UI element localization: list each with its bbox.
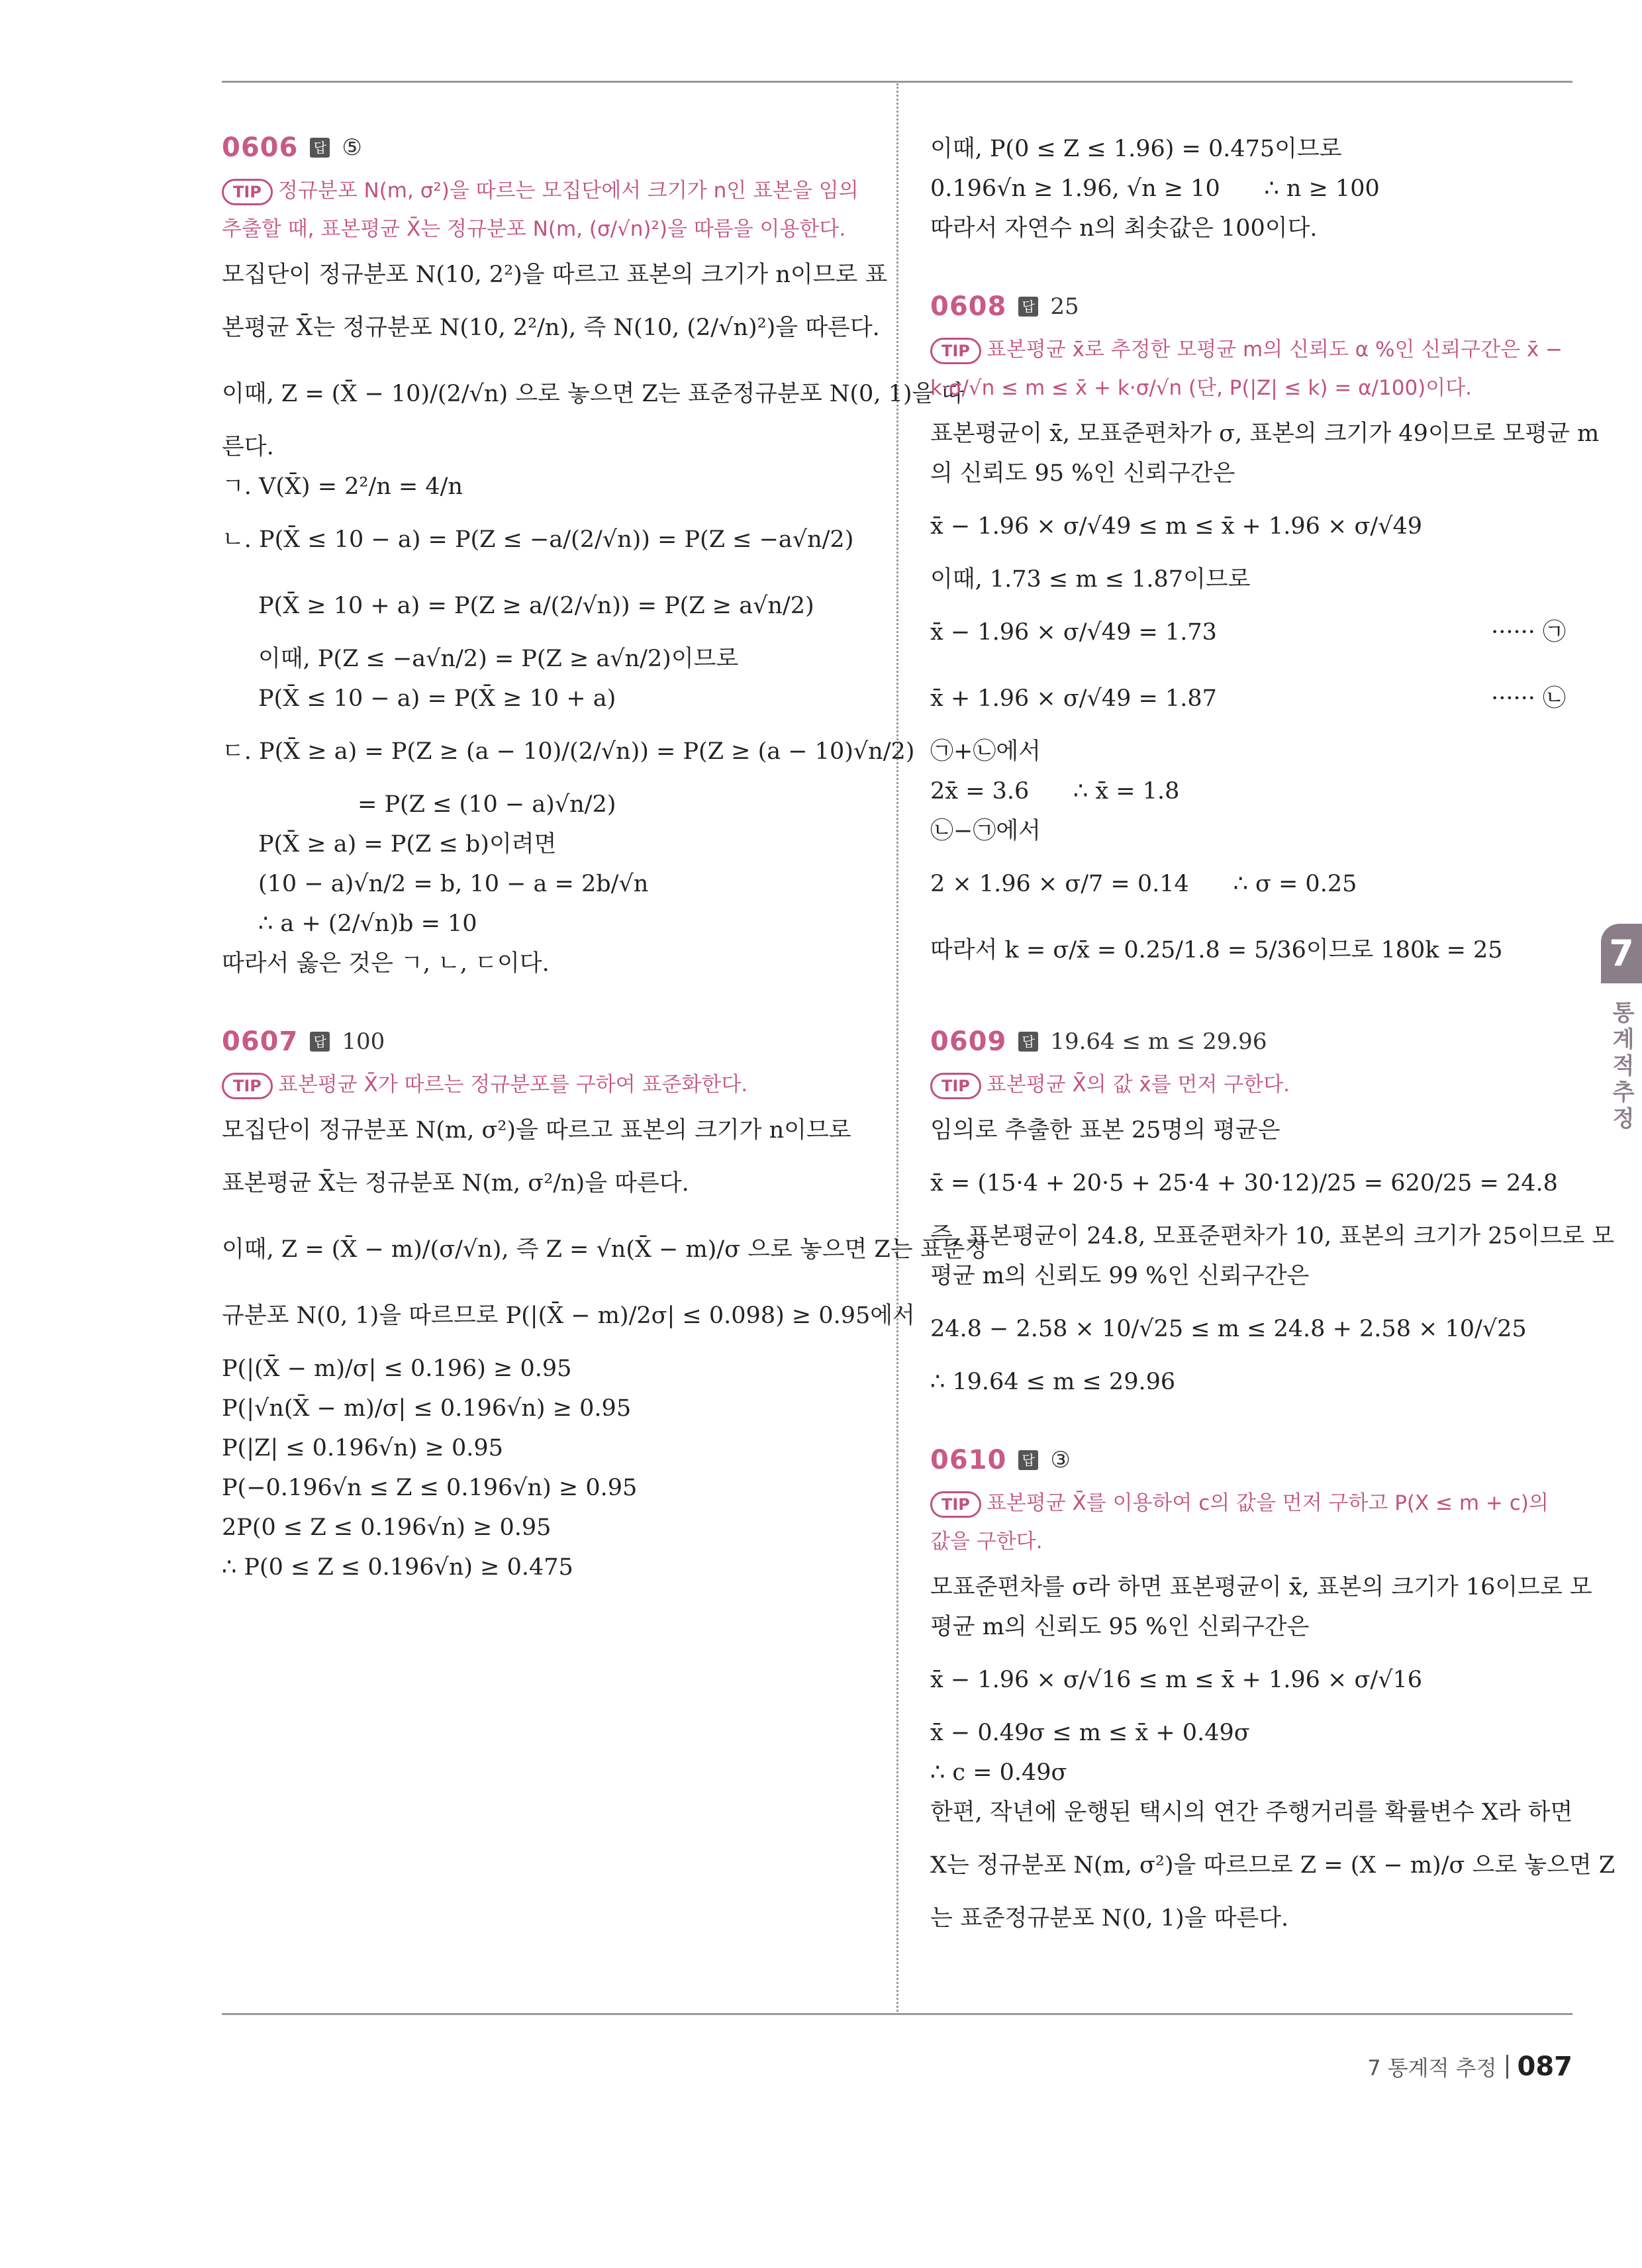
- solution-line: 는 표준정규분포 N(0, 1)을 따른다.: [930, 1905, 1289, 1932]
- solution-line: ㉠+㉡에서: [930, 738, 1041, 765]
- tip: [222, 1065, 864, 1104]
- tip-text: 표본평균 x̄로 추정한 모평균 m의 신뢰도 α %인 신뢰구간은 x̄ − k·σ/√n ≤ m ≤ x̄ + k·σ/√n (단, P(|Z| ≤ k) = α/100)이다.: [930, 338, 1563, 400]
- problem-header: [222, 1023, 864, 1060]
- solution-line: 따라서 옳은 것은 ㄱ, ㄴ, ㄷ이다.: [222, 950, 550, 977]
- solution-line: 이때, 1.73 ≤ m ≤ 1.87이므로: [930, 566, 1251, 593]
- solution-line: P(|√n(X̄ − m)/σ| ≤ 0.196√n) ≥ 0.95: [222, 1395, 632, 1422]
- answer-icon: 답: [310, 138, 330, 158]
- solution-line: 2P(0 ≤ Z ≤ 0.196√n) ≥ 0.95: [222, 1514, 552, 1541]
- footer-separator: [1506, 2055, 1508, 2079]
- solution-line: P(|(X̄ − m)/σ| ≤ 0.196) ≥ 0.95: [222, 1356, 572, 1382]
- tip-text: 표본평균 X̄를 이용하여 c의 값을 먼저 구하고 P(X ≤ m + c)의 값을 구한다.: [930, 1491, 1549, 1553]
- solution-line: ∴ 19.64 ≤ m ≤ 29.96: [930, 1369, 1176, 1395]
- equation-row: [930, 666, 1572, 732]
- solution-line: 본평균 X̄는 정규분포 N(10, 2²/n), 즉 N(10, (2/√n)²)을 따른다.: [222, 315, 880, 341]
- solution-line: ㄴ. P(X̄ ≤ 10 − a) = P(Z ≤ −a/(2/√n)) = P(Z ≤ −a√n/2): [222, 526, 854, 553]
- problem-number: 0608: [930, 291, 1007, 322]
- chapter-tab: 7: [1601, 924, 1642, 983]
- solution-line: 이때, Z = (X̄ − m)/(σ/√n), 즉 Z = √n(X̄ − m)/σ 으로 놓으면 Z는 표준정: [222, 1236, 988, 1263]
- bottom-rule: [222, 2013, 1572, 2015]
- problem-0609: [930, 1023, 1615, 1402]
- solution-line: P(X̄ ≥ 10 + a) = P(Z ≥ a/(2/√n)) = P(Z ≥ a√n/2): [258, 593, 814, 619]
- solution-line: 이때, Z = (X̄ − 10)/(2/√n) 으로 놓으면 Z는 표준정규분포 N(0, 1)을 따: [222, 381, 965, 407]
- solution-line: x̄ = (15·4 + 20·5 + 25·4 + 30·12)/25 = 620/25 = 24.8: [930, 1170, 1558, 1197]
- solution-line: P(X̄ ≥ a) = P(Z ≤ b)이려면: [258, 831, 557, 858]
- solution-line: ∴ c = 0.49σ: [930, 1759, 1067, 1786]
- problem-number: 0610: [930, 1445, 1007, 1475]
- answer: ⑤: [342, 134, 362, 161]
- solution-line: 표본평균 X̄는 정규분포 N(m, σ²/n)을 따른다.: [222, 1170, 689, 1197]
- answer-icon: 답: [1018, 1032, 1038, 1052]
- solution-line: 모집단이 정규분포 N(m, σ²)을 따르고 표본의 크기가 n이므로: [222, 1117, 851, 1144]
- solution-line: ㄷ. P(X̄ ≥ a) = P(Z ≥ (a − 10)/(2/√n)) = P(Z ≥ (a − 10)√n/2): [222, 738, 915, 765]
- solution-line: 2 × 1.96 × σ/7 = 0.14 ∴ σ = 0.25: [930, 871, 1357, 897]
- solution-line: 따라서 자연수 n의 최솟값은 100이다.: [930, 215, 1318, 242]
- solution-line: 표본평균이 x̄, 모표준편차가 σ, 표본의 크기가 49이므로 모평균 m: [930, 420, 1600, 447]
- solution-line: 른다.: [222, 434, 274, 460]
- problem-header: [930, 1023, 1572, 1060]
- solution-line: 모표준편차를 σ라 하면 표본평균이 x̄, 표본의 크기가 16이므로 모: [930, 1574, 1592, 1601]
- solution-line: 한편, 작년에 운행된 택시의 연간 주행거리를 확률변수 X라 하면: [930, 1799, 1573, 1826]
- answer: 100: [342, 1028, 385, 1055]
- solution-line: x̄ − 1.96 × σ/√16 ≤ m ≤ x̄ + 1.96 × σ/√16: [930, 1667, 1423, 1693]
- problem-0606: [222, 129, 965, 983]
- page-number: 087: [1517, 2051, 1572, 2082]
- equation: x̄ + 1.96 × σ/√49 = 1.87: [930, 685, 1217, 712]
- tip-badge: TIP: [222, 179, 273, 205]
- solution-line: X는 정규분포 N(m, σ²)을 따르므로 Z = (X − m)/σ 으로 놓으면 Z: [930, 1852, 1616, 1879]
- answer-icon: 답: [1018, 297, 1038, 317]
- solution-line: 규분포 N(0, 1)을 따르므로 P(|(X̄ − m)/2σ| ≤ 0.098) ≥ 0.95에서: [222, 1303, 915, 1329]
- solution-line: 이때, P(0 ≤ Z ≤ 1.96) = 0.475이므로: [930, 136, 1342, 162]
- equation-marker: ······ ㉡: [1491, 685, 1566, 712]
- problem-0608: [930, 288, 1600, 983]
- answer: 19.64 ≤ m ≤ 29.96: [1050, 1028, 1267, 1055]
- answer-icon: 답: [310, 1032, 330, 1052]
- top-rule: [222, 81, 1572, 83]
- solution-line: 평균 m의 신뢰도 95 %인 신뢰구간은: [930, 1614, 1310, 1640]
- solution-line: 따라서 k = σ/x̄ = 0.25/1.8 = 5/36이므로 180k = 25: [930, 937, 1503, 963]
- tip-badge: TIP: [930, 338, 981, 364]
- solution-line: P(X̄ ≤ 10 − a) = P(X̄ ≥ 10 + a): [258, 685, 616, 712]
- solution-line: 이때, P(Z ≤ −a√n/2) = P(Z ≥ a√n/2)이므로: [258, 646, 739, 672]
- solution-line: ㉡−㉠에서: [930, 818, 1041, 844]
- equation-marker: ······ ㉠: [1491, 619, 1566, 646]
- solution-line: 임의로 추출한 표본 25명의 평균은: [930, 1117, 1280, 1144]
- solution-line: 모집단이 정규분포 N(10, 2²)을 따르고 표본의 크기가 n이므로 표: [222, 262, 888, 288]
- tip-text: 정규분포 N(m, σ²)을 따르는 모집단에서 크기가 n인 표본을 임의추출할 때, 표본평균 X̄는 정규분포 N(m, (σ/√n)²)을 따름을 이용한다.: [222, 179, 859, 241]
- solution-line: (10 − a)√n/2 = b, 10 − a = 2b/√n: [258, 871, 649, 897]
- solution-line: x̄ − 0.49σ ≤ m ≤ x̄ + 0.49σ: [930, 1720, 1250, 1746]
- tip-badge: TIP: [930, 1491, 981, 1518]
- solution-line: P(|Z| ≤ 0.196√n) ≥ 0.95: [222, 1435, 503, 1461]
- problem-header: [222, 129, 864, 166]
- column-divider: [896, 83, 898, 2012]
- solution-line: ㄱ. V(X̄) = 2²/n = 4/n: [222, 473, 463, 500]
- solution-line: 의 신뢰도 95 %인 신뢰구간은: [930, 460, 1235, 487]
- page-footer: [1367, 2051, 1572, 2082]
- tip: [930, 1065, 1572, 1104]
- answer: ③: [1050, 1447, 1071, 1473]
- tip-text: 표본평균 X̄가 따르는 정규분포를 구하여 표준화한다.: [277, 1073, 748, 1097]
- problem-header: [930, 1442, 1572, 1479]
- solution-line: 평균 m의 신뢰도 99 %인 신뢰구간은: [930, 1263, 1310, 1289]
- solution-line: = P(Z ≤ (10 − a)√n/2): [358, 791, 616, 818]
- solution-line: 0.196√n ≥ 1.96, √n ≥ 10 ∴ n ≥ 100: [930, 175, 1380, 202]
- solution-line: P(−0.196√n ≤ Z ≤ 0.196√n) ≥ 0.95: [222, 1475, 638, 1501]
- solution-line: 2x̄ = 3.6 ∴ x̄ = 1.8: [930, 778, 1180, 805]
- footer-chapter: 7 통계적 추정: [1367, 2055, 1497, 2081]
- solution-line: ∴ P(0 ≤ Z ≤ 0.196√n) ≥ 0.475: [222, 1554, 573, 1581]
- problem-header: [930, 288, 1572, 325]
- problem-0607-continued: [930, 129, 1572, 248]
- solution-line: 즉, 표본평균이 24.8, 모표준편차가 10, 표본의 크기가 25이므로 모: [930, 1223, 1615, 1250]
- solution-line: ∴ a + (2/√n)b = 10: [258, 911, 477, 937]
- tip-text: 표본평균 X̄의 값 x̄를 먼저 구한다.: [986, 1073, 1290, 1097]
- equation-row: [930, 599, 1572, 666]
- solution-line: x̄ − 1.96 × σ/√49 ≤ m ≤ x̄ + 1.96 × σ/√49: [930, 513, 1423, 540]
- problem-number: 0606: [222, 132, 299, 163]
- problem-number: 0609: [930, 1026, 1007, 1057]
- solution-line: 24.8 − 2.58 × 10/√25 ≤ m ≤ 24.8 + 2.58 × 10/√25: [930, 1316, 1527, 1342]
- right-column: [930, 129, 1616, 1978]
- answer-icon: 답: [1018, 1450, 1038, 1470]
- chapter-tab-label: 통계적 추정: [1612, 1000, 1635, 1132]
- tip: [930, 1484, 1572, 1561]
- answer: 25: [1050, 293, 1079, 320]
- problem-number: 0607: [222, 1026, 299, 1057]
- equation: x̄ − 1.96 × σ/√49 = 1.73: [930, 619, 1217, 646]
- tip-badge: TIP: [222, 1073, 273, 1099]
- tip: [222, 172, 864, 248]
- tip: [930, 330, 1572, 407]
- problem-0610: [930, 1442, 1616, 1938]
- tip-badge: TIP: [930, 1073, 981, 1099]
